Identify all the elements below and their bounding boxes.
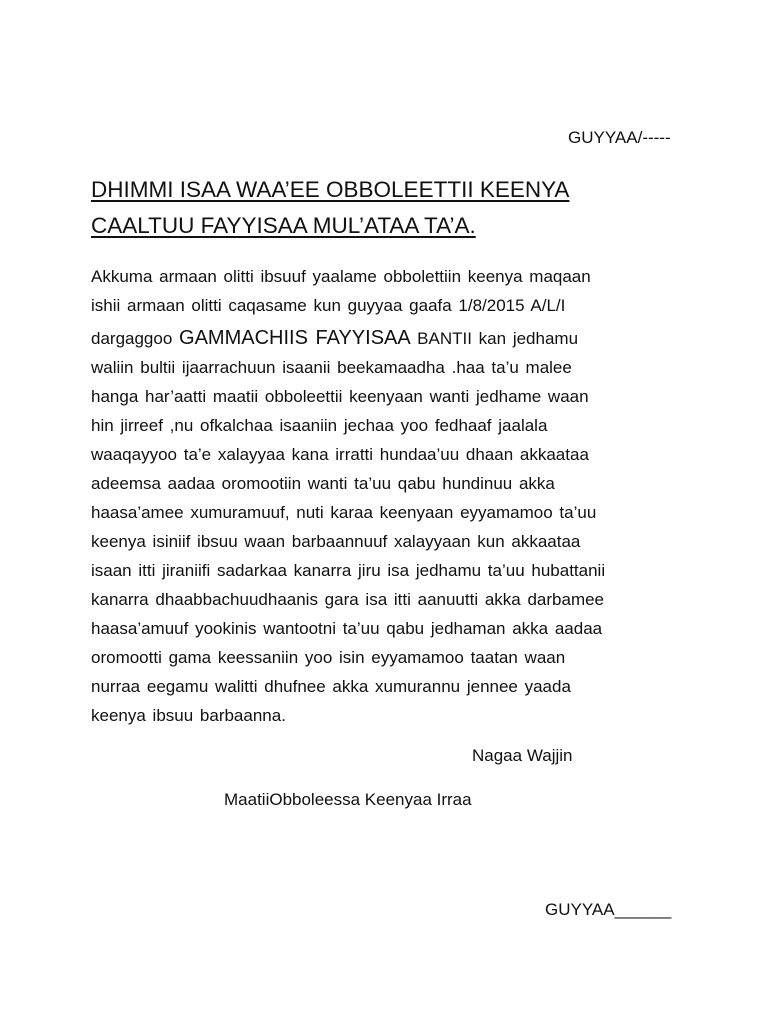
body-line: Akkuma armaan olitti ibsuuf yaalame obbolettiin keenya maqaan (91, 267, 591, 286)
body-line: kanarra dhaabbachuudhaanis gara isa itti aanuutti akka darbamee (91, 590, 605, 609)
body-line: keenya isiniif ibsuu waan barbaannuuf xalayyaan kun akkaataa (91, 532, 581, 551)
body-line: hanga har’aatti maatii obboleettii keenyaan wanti jedhame waan (91, 387, 589, 406)
body-line: oromootti gama keessaniin yoo isin eyyamamoo taatan waan (91, 648, 566, 667)
body-line: nurraa eegamu walitti dhufnee akka xumurannu jennee yaada (91, 677, 571, 696)
letter-title (91, 172, 691, 244)
letter-body (91, 262, 671, 730)
groom-name: GAMMACHIIS FAYYISAA (179, 327, 418, 349)
body-line: hin jirreef ,nu ofkalchaa isaaniin jechaa yoo fedhaaf jaalala (91, 416, 548, 435)
title-line-1: DHIMMI ISAA WAA’EE OBBOLEETTII KEENYA (91, 177, 570, 202)
body-line: keenya ibsuu barbaanna. (91, 706, 286, 725)
body-line-prefix: dargaggoo (91, 329, 180, 348)
top-date-line: GUYYAA/----- (568, 128, 671, 147)
body-line: haasa’amuuf yookinis wantootni ta’uu qabu jedhaman akka aadaa (91, 619, 603, 638)
sender-line: MaatiiObboleessa Keenyaa Irraa (224, 790, 472, 809)
body-line: ishii armaan olitti caqasame kun guyyaa gaafa 1/8/2015 A/L/I (91, 296, 566, 315)
bottom-date-line: GUYYAA______ (545, 900, 672, 919)
title-line-2: CAALTUU FAYYISAA MUL’ATAA TA’A. (91, 213, 476, 238)
body-line-suffix: BANTII kan jedhamu (417, 329, 579, 348)
closing-greeting: Nagaa Wajjin (472, 746, 573, 765)
body-line: waaqayyoo ta’e xalayyaa kana irratti hundaa’uu dhaan akkaataa (91, 445, 589, 464)
body-line: adeemsa aadaa oromootiin wanti ta’uu qabu hundinuu akka (91, 474, 555, 493)
body-line: isaan itti jiraniifi sadarkaa kanarra jiru isa jedhamu ta’uu hubattanii (91, 561, 606, 580)
body-line: haasa’amee xumuramuuf, nuti karaa keenyaan eyyamamoo ta’uu (91, 503, 597, 522)
body-line: waliin bultii ijaarrachuun isaanii beekamaadha .haa ta’u malee (91, 358, 572, 377)
body-line-with-name (91, 320, 671, 353)
